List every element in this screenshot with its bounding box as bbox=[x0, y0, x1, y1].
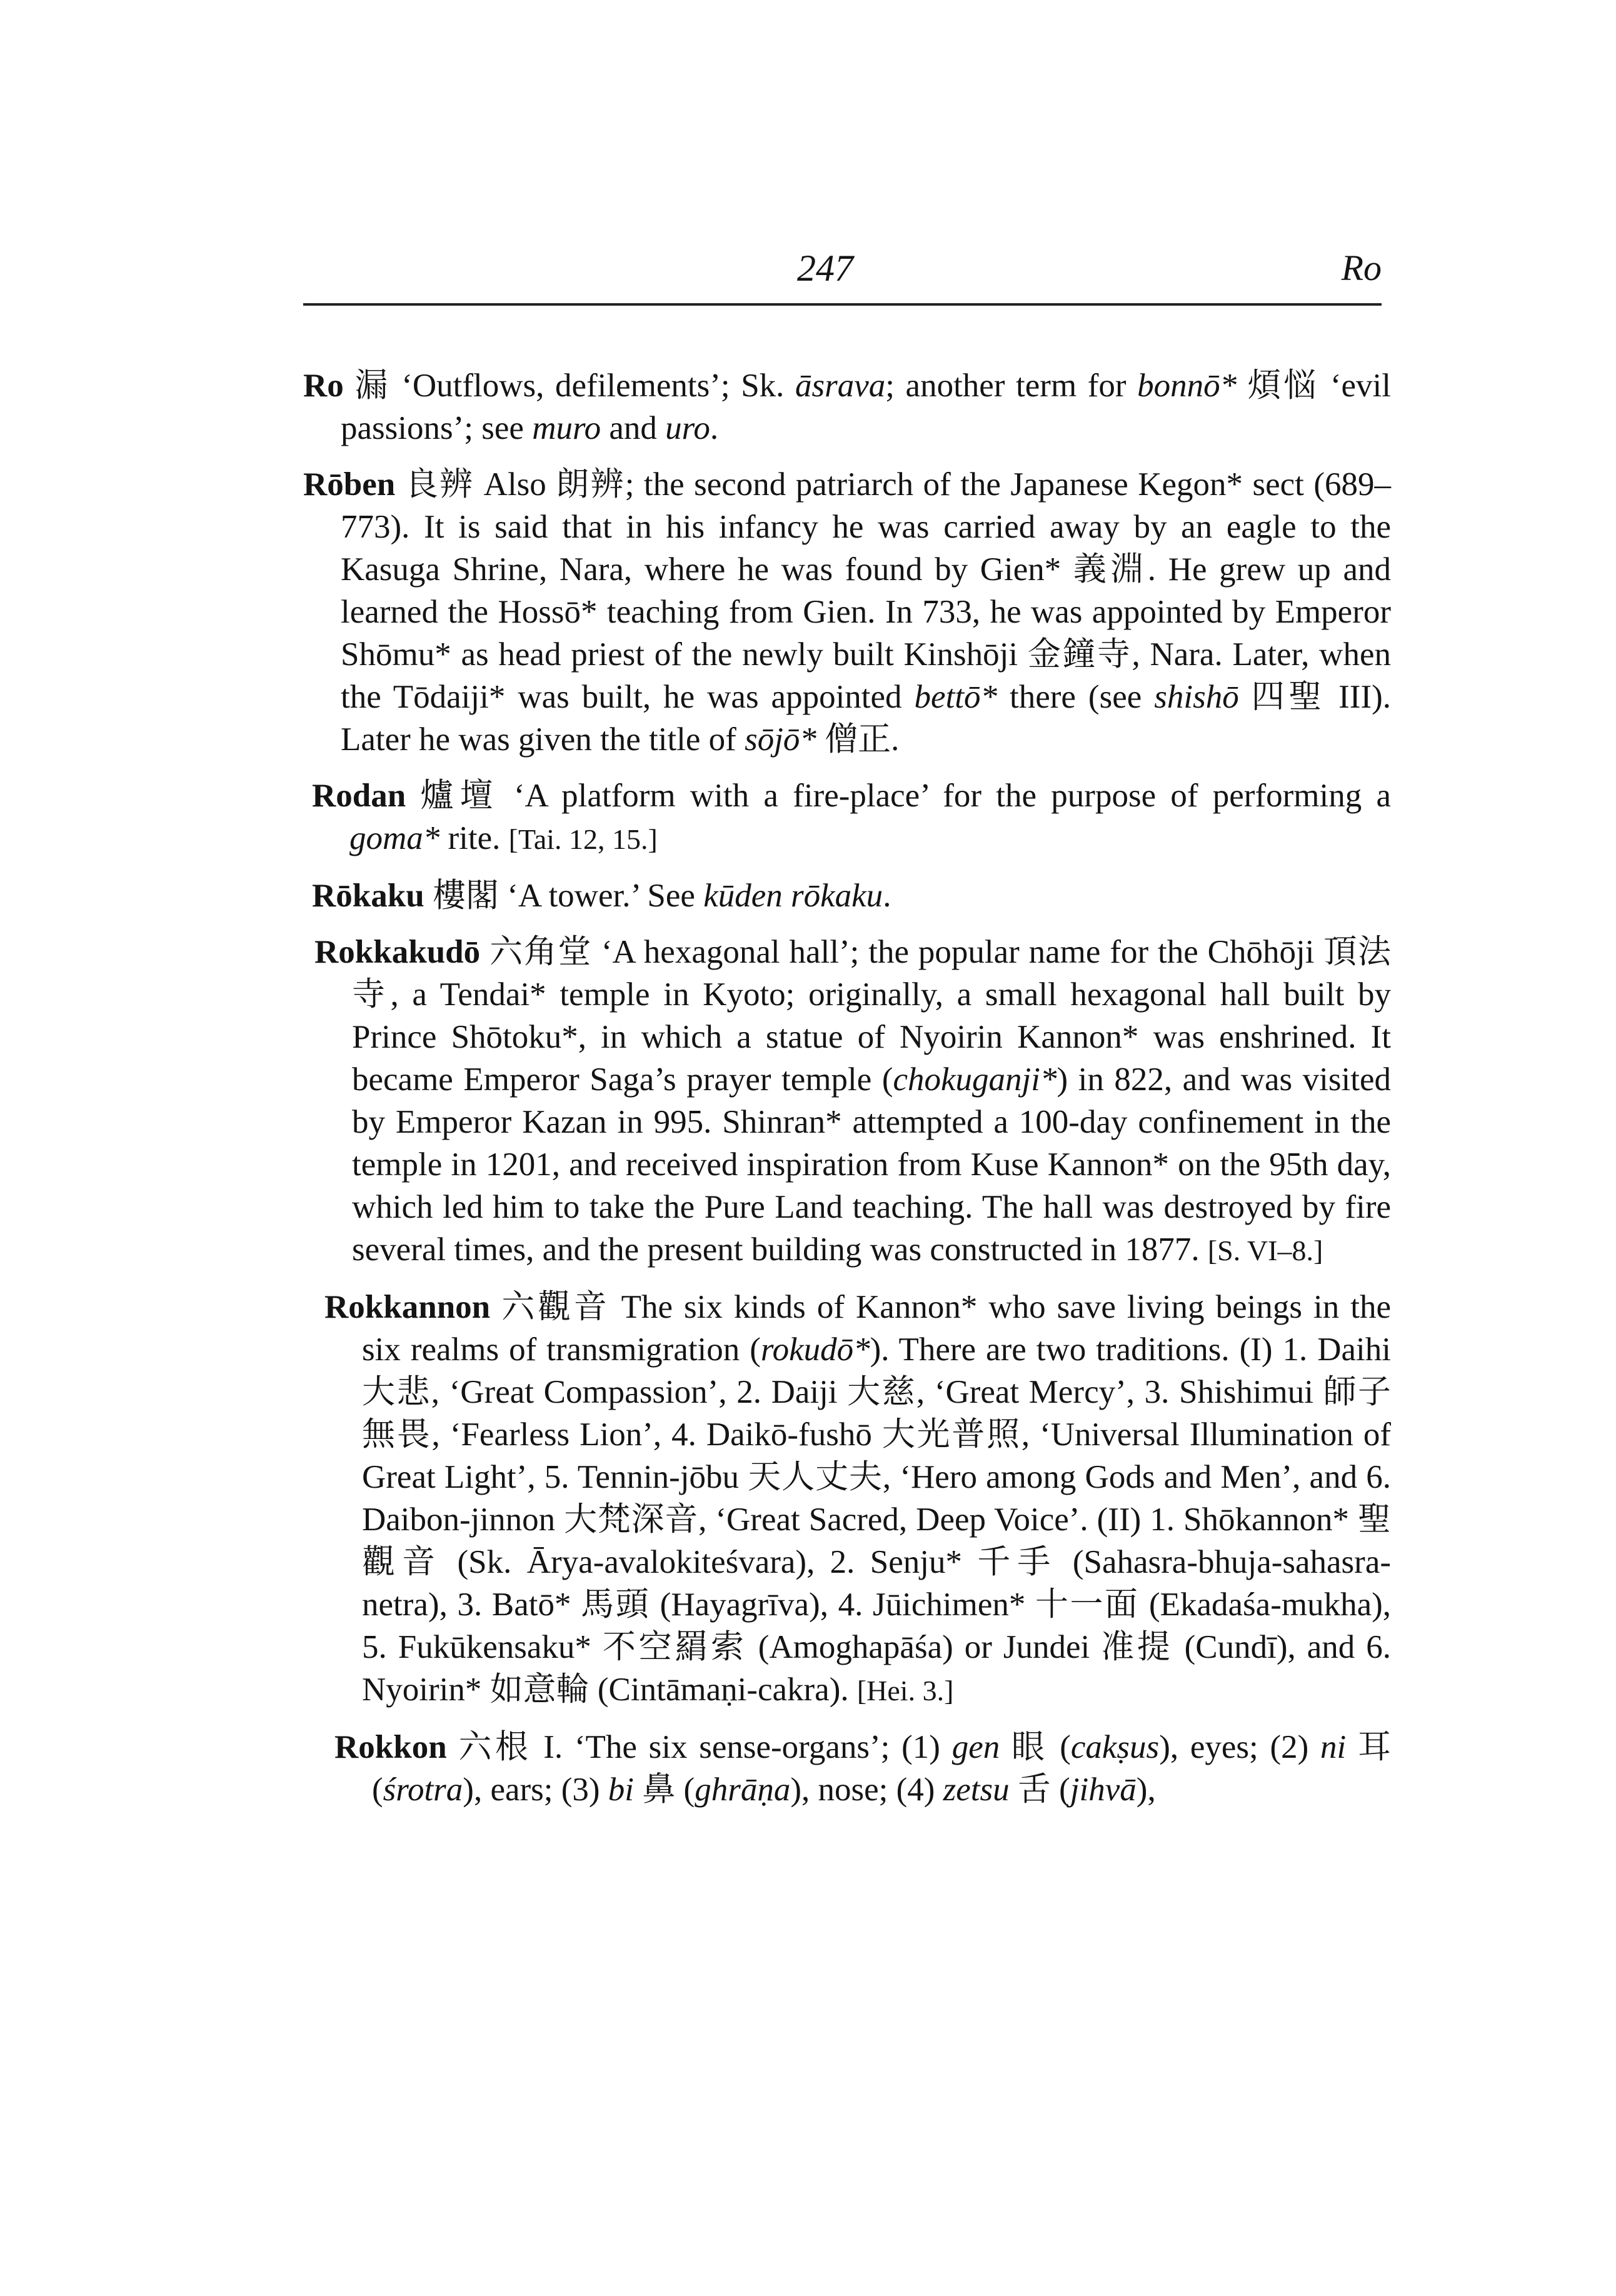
entry-term: bonnō* bbox=[1137, 368, 1237, 404]
entry-text: . bbox=[883, 878, 891, 914]
entry-term: zetsu bbox=[943, 1772, 1010, 1808]
entry-text: and bbox=[601, 410, 666, 446]
entry-kanji: 六角堂 bbox=[489, 933, 592, 971]
entry-text: ). There are two traditions. (I) 1. Daihi 大悲, ‘Great Compassion’, 2. Daiji 大慈, ‘Great Mercy’, 3. Shishimui 師子無畏, ‘Fearless Lion’, 4. Daikō-fushō 大光普照, ‘Universal Illumination of Great Light’, 5. Tennin-jōbu 天人丈夫, ‘Hero among Gods and Men’, and 6. Daibon-jinnon 大梵深音, ‘Great Sacred, Deep Voice’. (II) 1. Shōkannon* 聖觀音 (Sk. Ārya-avalokiteśvara), 2. Senju* 千手 (Sahasra-bhuja-sahasra-netra), 3. Batō* 馬頭 (Hayagrīva), 4. Jūichimen* 十一面 (Ekadaśa-mukha), 5. Fukūkensaku* 不空羂索 (Amoghapāśa) or Jundei 准提 (Cundī), and 6. Nyoirin* 如意輪 (Cintāmaṇi-cakra). bbox=[362, 1331, 1391, 1708]
entry-headword: Rokkakudō bbox=[314, 934, 481, 970]
entry-text: 耳 ( bbox=[372, 1729, 1392, 1808]
entry-text: I. ‘The six sense-organs’; (1) bbox=[531, 1729, 952, 1765]
entry-term: muro bbox=[532, 410, 601, 446]
entry-term: goma* bbox=[349, 820, 440, 856]
entry-term: sōjō* bbox=[745, 721, 816, 758]
dictionary-entry bbox=[312, 875, 1391, 917]
entry-text: 僧正. bbox=[816, 721, 900, 758]
entry-text: ‘Outflows, defilements’; Sk. bbox=[390, 368, 795, 404]
entry-term: śrotra bbox=[383, 1772, 463, 1808]
entry-list bbox=[303, 331, 1391, 1825]
entry-text: ), eyes; (2) bbox=[1159, 1729, 1321, 1765]
entry-text: 四聖 III). Later he was given the title of bbox=[341, 679, 1391, 758]
header-rule bbox=[303, 303, 1382, 306]
entry-kanji: 樓閣 bbox=[432, 876, 499, 915]
entry-term: cakṣus bbox=[1070, 1729, 1160, 1765]
dictionary-entry bbox=[334, 1726, 1391, 1811]
entry-reference: [Hei. 3.] bbox=[856, 1675, 954, 1707]
entry-term: ni bbox=[1320, 1729, 1347, 1765]
entry-term: shishō bbox=[1154, 679, 1239, 715]
entry-text: ), ears; (3) bbox=[463, 1772, 608, 1808]
entry-term: kūden rōkaku bbox=[703, 878, 883, 914]
entry-kanji: 六觀音 bbox=[501, 1288, 610, 1326]
entry-kanji: 良辨 bbox=[404, 465, 474, 503]
entry-reference: [Tai. 12, 15.] bbox=[508, 823, 658, 855]
section-letter: Ro bbox=[1341, 248, 1382, 288]
entry-headword: Rodan bbox=[312, 778, 406, 814]
entry-text: ; another term for bbox=[885, 368, 1138, 404]
entry-term: āsrava bbox=[795, 368, 886, 404]
entry-term: gen bbox=[951, 1729, 1000, 1765]
running-head bbox=[303, 247, 1382, 303]
entry-term: bi bbox=[608, 1772, 635, 1808]
dictionary-entry bbox=[314, 931, 1391, 1272]
entry-text: ‘A hexagonal hall’; the popular name for the Chōhōji 頂法寺, a Tendai* temple in Kyoto; originally, a small hexagonal hall built by Prince Shōtoku*, in which a statue of Nyoirin Kannon* was enshrined. It became Emperor Saga’s prayer temple ( bbox=[352, 934, 1392, 1098]
entry-reference: [S. VI–8.] bbox=[1207, 1235, 1323, 1266]
entry-term: chokuganji* bbox=[893, 1061, 1057, 1098]
entry-kanji: 爐壇 bbox=[420, 776, 499, 815]
entry-text: ‘A tower.’ See bbox=[498, 878, 704, 914]
entry-headword: Rōkaku bbox=[312, 878, 424, 914]
entry-text: . bbox=[710, 410, 719, 446]
entry-text: there (see bbox=[997, 679, 1155, 715]
entry-text: ‘A platform with a fire-place’ for the purpose of performing a bbox=[499, 778, 1392, 814]
entry-term: bettō* bbox=[914, 679, 998, 715]
entry-headword: Rokkannon bbox=[324, 1289, 491, 1325]
entry-text: ) in 822, and was visited by Emperor Kazan in 995. Shinran* attempted a 100-day confinement in the temple in 1201, and received inspiration from Kuse Kannon* on the 95th day, which led him to take the Pure Land teaching. The hall was destroyed by fire several times, and the present building was constructed in 1877. bbox=[352, 1061, 1391, 1268]
entry-text: The six kinds of Kannon* who save living beings in the six realms of transmigration ( bbox=[362, 1289, 1392, 1368]
entry-kanji: 六根 bbox=[458, 1728, 532, 1766]
entry-headword: Rokkon bbox=[334, 1729, 447, 1765]
dictionary-entry bbox=[303, 364, 1391, 449]
entry-text: ), nose; (4) bbox=[790, 1772, 943, 1808]
entry-headword: Ro bbox=[303, 368, 344, 404]
entry-text: Also 朗辨; the second patriarch of the Japanese Kegon* sect (689–773). It is said that in his infancy he was carried away by an eagle to the Kasuga Shrine, Nara, where he was found by Gien* 義淵. He grew up and learned the Hossō* teaching from Gien. In 733, he was appointed by Emperor Shōmu* as head priest of the newly built Kinshōji 金鐘寺, Nara. Later, when the Tōdaiji* was built, he was appointed bbox=[341, 466, 1392, 715]
entry-text: 鼻 ( bbox=[634, 1772, 695, 1808]
page-number: 247 bbox=[797, 248, 853, 289]
entry-text: ), bbox=[1136, 1772, 1156, 1808]
dictionary-entry bbox=[324, 1286, 1391, 1712]
entry-text: 煩悩 ‘evil passions’; see bbox=[341, 368, 1392, 446]
dictionary-entry bbox=[312, 775, 1391, 861]
entry-term: rokudō* bbox=[760, 1331, 870, 1368]
entry-term: jihvā bbox=[1070, 1772, 1137, 1808]
entry-headword: Rōben bbox=[303, 466, 396, 503]
entry-text: rite. bbox=[439, 820, 509, 856]
entry-term: ghrāṇa bbox=[695, 1772, 791, 1808]
entry-text: 眼 ( bbox=[1000, 1729, 1071, 1765]
entry-term: uro bbox=[665, 410, 710, 446]
entry-kanji: 漏 bbox=[354, 366, 391, 404]
entry-text: 舌 ( bbox=[1009, 1772, 1070, 1808]
dictionary-entry bbox=[303, 463, 1391, 761]
